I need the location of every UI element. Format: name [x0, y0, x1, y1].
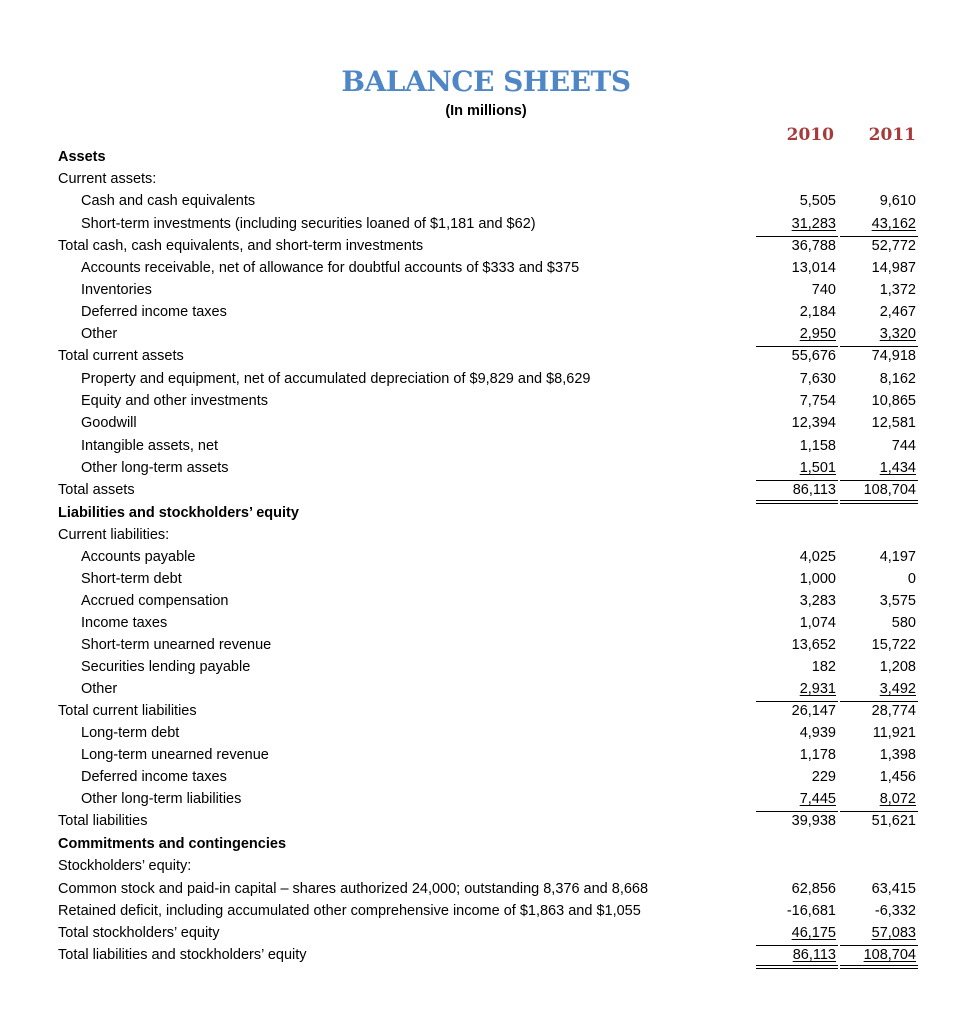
row-label: Accounts payable [81, 549, 196, 565]
table-row [0, 190, 972, 212]
value-2010: 3,283 [799, 593, 836, 609]
double-rule-line [840, 500, 918, 501]
table-row [0, 390, 972, 412]
value-2011: 1,434 [879, 460, 916, 476]
row-label: Other [81, 681, 118, 697]
table-row [0, 435, 972, 457]
page-subtitle: (In millions) [445, 103, 527, 119]
value-2010: 2,184 [799, 304, 836, 320]
table-row [0, 368, 972, 390]
value-2010: 26,147 [791, 703, 836, 719]
value-2011: 0 [907, 571, 916, 587]
rule-line [840, 236, 918, 237]
value-2010: 55,676 [791, 348, 836, 364]
value-2010: 1,074 [799, 615, 836, 631]
table-row [0, 810, 972, 832]
value-2010: 86,113 [792, 947, 836, 963]
value-2011: 52,772 [871, 238, 916, 254]
value-2011: 580 [891, 615, 916, 631]
section-heading: Assets [58, 149, 106, 165]
value-2010: 62,856 [791, 881, 836, 897]
table-row [0, 457, 972, 479]
table-row [0, 922, 972, 944]
row-label: Intangible assets, net [81, 438, 219, 454]
value-2011: 3,320 [879, 326, 916, 342]
table-row [0, 412, 972, 434]
table-row [0, 900, 972, 922]
row-label: Income taxes [81, 615, 168, 631]
table-row [0, 479, 972, 501]
value-2011: 10,865 [871, 393, 916, 409]
value-2011: 1,208 [879, 659, 916, 675]
row-label: Total liabilities and stockholders’ equity [58, 947, 307, 963]
table-row [0, 944, 972, 966]
value-2010: 7,630 [799, 371, 836, 387]
value-2010: 31,283 [791, 216, 836, 232]
value-2010: 1,000 [799, 571, 836, 587]
row-label: Securities lending payable [81, 659, 251, 675]
value-2010: 1,158 [799, 438, 836, 454]
table-row [0, 766, 972, 788]
value-2011: 4,197 [879, 549, 916, 565]
rule-line [840, 701, 918, 702]
row-label: Goodwill [81, 415, 137, 431]
value-2010: 1,501 [799, 460, 836, 476]
row-label: Total cash, cash equivalents, and short-term investments [58, 238, 424, 254]
value-2011: 3,492 [879, 681, 916, 697]
row-label: Other long-term liabilities [81, 791, 242, 807]
value-2010: 1,178 [799, 747, 836, 763]
row-label: Property and equipment, net of accumulated depreciation of $9,829 and $8,629 [81, 371, 591, 387]
value-2010: 7,445 [799, 791, 836, 807]
table-row [0, 546, 972, 568]
rule-line [756, 945, 838, 946]
row-label: Short-term unearned revenue [81, 637, 272, 653]
row-label: Short-term investments (including securities loaned of $1,181 and $62) [81, 216, 536, 232]
value-2011: 14,987 [871, 260, 916, 276]
section-heading: Commitments and contingencies [58, 836, 287, 852]
table-row [0, 634, 972, 656]
value-2010: 7,754 [799, 393, 836, 409]
value-2010: 4,939 [799, 725, 836, 741]
table-row [0, 656, 972, 678]
row-label: Accounts receivable, net of allowance for doubtful accounts of $333 and $375 [81, 260, 580, 276]
table-row [0, 678, 972, 700]
value-2010: 2,931 [799, 681, 836, 697]
row-label: Long-term debt [81, 725, 180, 741]
row-label: Accrued compensation [81, 593, 229, 609]
double-rule-line [840, 965, 918, 966]
double-rule-line [840, 968, 918, 969]
rule-line [756, 811, 838, 812]
value-2011: 11,921 [872, 725, 916, 741]
value-2011: 2,467 [879, 304, 916, 320]
rule-line [840, 480, 918, 481]
double-rule-line [756, 500, 838, 501]
row-label: Short-term debt [81, 571, 182, 587]
value-2010: 5,505 [799, 193, 836, 209]
row-label: Cash and cash equivalents [81, 193, 256, 209]
value-2010: 86,113 [792, 482, 836, 498]
year-header-2010: 2010 [786, 125, 834, 145]
value-2011: 108,704 [863, 947, 916, 963]
double-rule-line [756, 965, 838, 966]
value-2010: 39,938 [791, 813, 836, 829]
rule-line [756, 701, 838, 702]
rule-line [840, 346, 918, 347]
value-2011: 74,918 [871, 348, 916, 364]
section-heading: Liabilities and stockholders’ equity [58, 505, 299, 521]
row-label: Total assets [58, 482, 135, 498]
table-row [0, 235, 972, 257]
row-label: Total current liabilities [58, 703, 197, 719]
row-label: Inventories [81, 282, 152, 298]
table-row [0, 301, 972, 323]
value-2010: 36,788 [791, 238, 836, 254]
value-2011: 8,072 [879, 791, 916, 807]
rule-line [756, 346, 838, 347]
value-2010: 13,014 [791, 260, 836, 276]
table-row [0, 323, 972, 345]
value-2011: 8,162 [879, 371, 916, 387]
value-2011: 15,722 [871, 637, 916, 653]
value-2010: 12,394 [791, 415, 836, 431]
table-row [0, 788, 972, 810]
row-label: Current assets: [58, 171, 157, 187]
value-2011: 57,083 [871, 925, 916, 941]
rule-line [756, 236, 838, 237]
value-2010: 2,950 [799, 326, 836, 342]
table-row [0, 524, 972, 546]
table-row [0, 257, 972, 279]
row-label: Retained deficit, including accumulated other comprehensive income of $1,863 and $1,055 [58, 903, 641, 919]
row-label: Deferred income taxes [81, 769, 227, 785]
value-2011: 1,398 [879, 747, 916, 763]
table-row [0, 700, 972, 722]
row-label: Long-term unearned revenue [81, 747, 269, 763]
row-label: Total stockholders’ equity [58, 925, 220, 941]
double-rule-line [840, 503, 918, 504]
table-row [0, 568, 972, 590]
row-label: Current liabilities: [58, 527, 170, 543]
row-label: Common stock and paid-in capital – shares authorized 24,000; outstanding 8,376 and 8,668 [58, 881, 649, 897]
page-title: BALANCE SHEETS [341, 65, 631, 98]
row-label: Other long-term assets [81, 460, 229, 476]
value-2011: 63,415 [871, 881, 916, 897]
row-label: Other [81, 326, 118, 342]
table-row [0, 279, 972, 301]
value-2011: -6,332 [874, 903, 916, 919]
row-label: Total current assets [58, 348, 184, 364]
table-row [0, 590, 972, 612]
table-row [0, 146, 972, 168]
rule-line [840, 811, 918, 812]
value-2011: 744 [891, 438, 916, 454]
table-row [0, 878, 972, 900]
rule-line [840, 945, 918, 946]
row-label: Equity and other investments [81, 393, 268, 409]
value-2010: 229 [811, 769, 836, 785]
table-row [0, 833, 972, 855]
value-2011: 3,575 [879, 593, 916, 609]
year-header-2011: 2011 [868, 125, 916, 145]
table-row [0, 744, 972, 766]
table-row [0, 855, 972, 877]
value-2010: 46,175 [791, 925, 836, 941]
row-label: Stockholders’ equity: [58, 858, 192, 874]
table-row [0, 722, 972, 744]
value-2011: 1,456 [879, 769, 916, 785]
table-row [0, 213, 972, 235]
value-2011: 43,162 [871, 216, 916, 232]
value-2011: 51,621 [871, 813, 916, 829]
double-rule-line [756, 968, 838, 969]
value-2011: 108,704 [863, 482, 916, 498]
table-row [0, 345, 972, 367]
value-2010: 740 [811, 282, 836, 298]
table-row [0, 612, 972, 634]
table-row [0, 502, 972, 524]
double-rule-line [756, 503, 838, 504]
row-label: Total liabilities [58, 813, 148, 829]
table-row [0, 168, 972, 190]
value-2010: -16,681 [786, 903, 836, 919]
value-2010: 182 [811, 659, 836, 675]
value-2010: 4,025 [799, 549, 836, 565]
value-2011: 28,774 [871, 703, 916, 719]
value-2011: 1,372 [879, 282, 916, 298]
value-2011: 9,610 [879, 193, 916, 209]
rule-line [756, 480, 838, 481]
row-label: Deferred income taxes [81, 304, 227, 320]
value-2010: 13,652 [791, 637, 836, 653]
value-2011: 12,581 [871, 415, 916, 431]
